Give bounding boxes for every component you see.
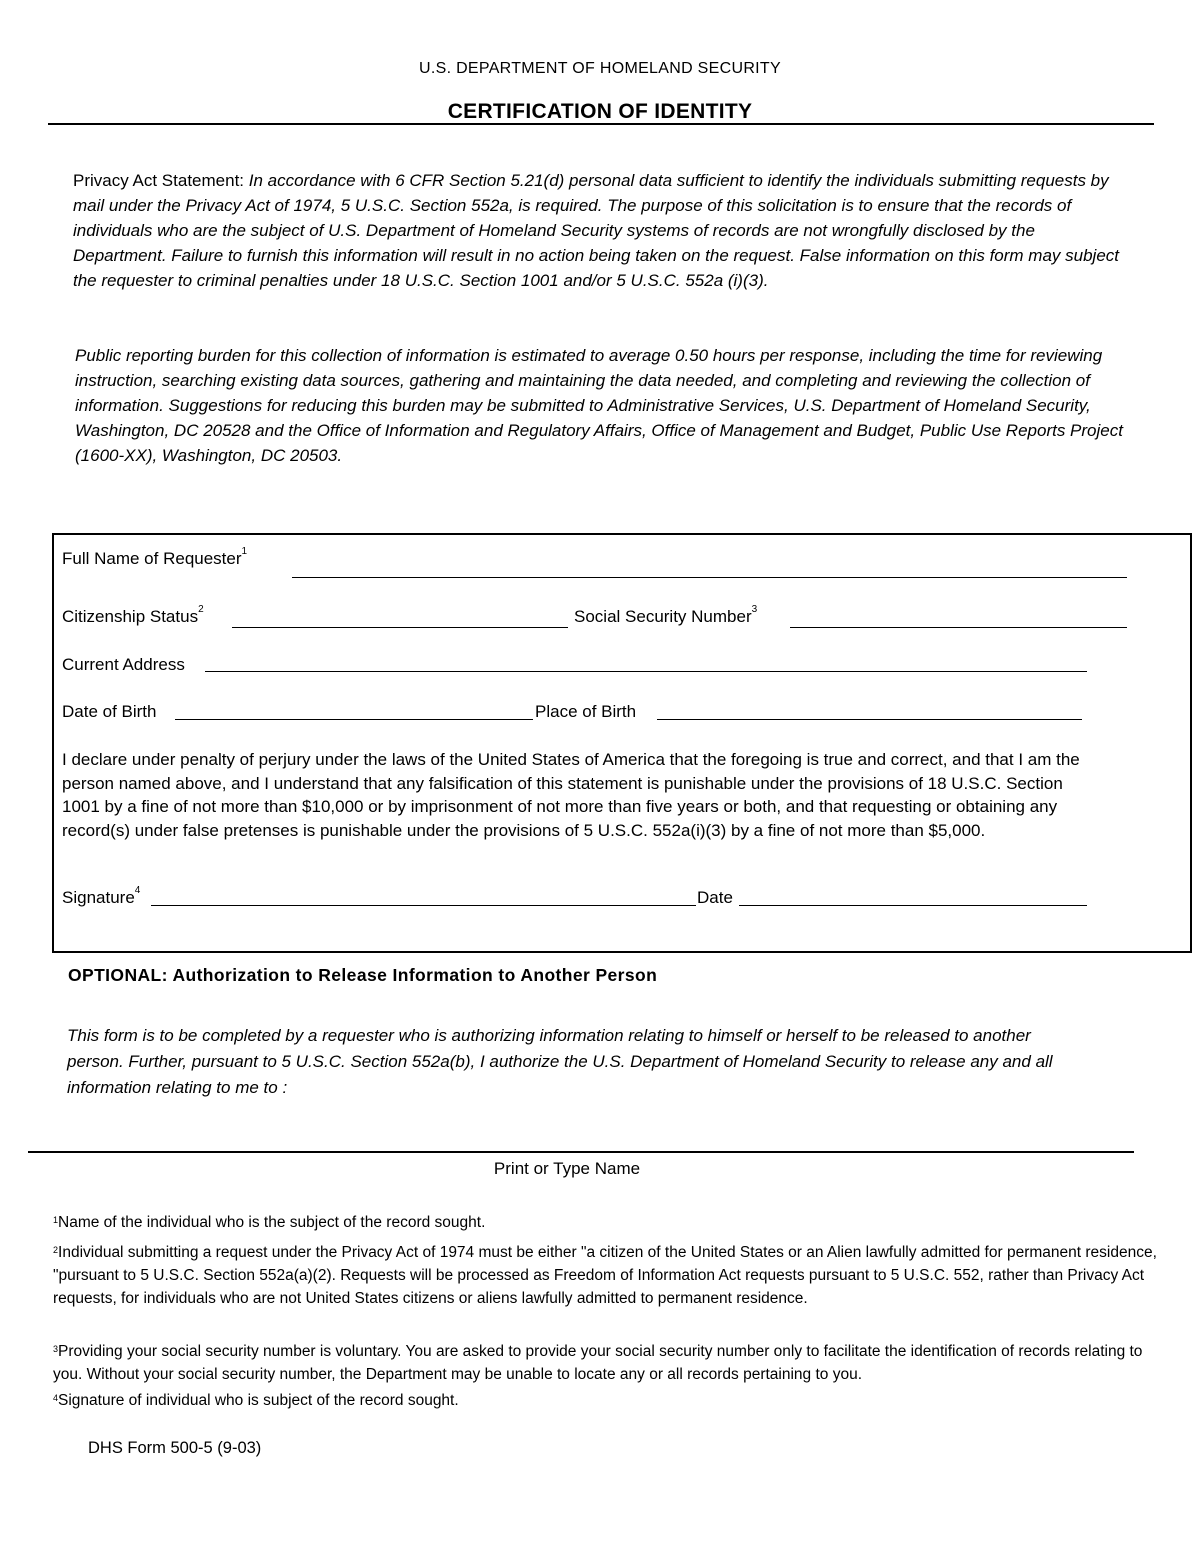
pob-label: Place of Birth bbox=[535, 702, 637, 721]
signature-field[interactable] bbox=[151, 905, 696, 906]
address-label: Current Address bbox=[62, 655, 185, 674]
privacy-act-lead: Privacy Act Statement: bbox=[73, 171, 245, 190]
citizenship-label: Citizenship Status$^2$ bbox=[62, 604, 204, 626]
footnote-3: $^3$Providing your social security number is voluntary. You are asked to provide your social security number only to facilitate the identification of records relating to you. Without your social security number, the Department may be unable to locate any or all records pertaining to you. bbox=[53, 1343, 1143, 1383]
dob-field[interactable] bbox=[175, 719, 533, 720]
privacy-act-statement bbox=[73, 168, 1123, 293]
print-name-label: Print or Type Name bbox=[493, 1159, 641, 1178]
date-label: Date bbox=[697, 888, 733, 907]
signature-label: Signature$^4$ bbox=[62, 885, 141, 907]
optional-heading: OPTIONAL: Authorization to Release Information to Another Person bbox=[68, 965, 658, 985]
dob-label: Date of Birth bbox=[62, 702, 157, 721]
citizenship-field[interactable] bbox=[232, 627, 568, 628]
footnote-4: $^4$Signature of individual who is subject of the record sought. bbox=[53, 1392, 459, 1409]
optional-authorization-text: This form is to be completed by a requester who is authorizing information relating to himself or herself to be released to another person. Further, pursuant to 5 U.S.C. Section 552a(b), I authorize the U.S. Department of Homeland Security to release any and all information relating to me to : bbox=[67, 1026, 1053, 1097]
full-name-label: Full Name of Requester$^1$ bbox=[62, 546, 248, 568]
footnote-2: $^2$Individual submitting a request under the Privacy Act of 1974 must be either "a citizen of the United States or an Alien lawfully admitted for permanent residence, "pursuant to 5 U.S.C. Section 552a(a)(2). Requests will be processed as Freedom of Information Act requests pursuant to 5 U.S.C. 552, rather than Privacy Act requests, for individuals who are not United States citizens or aliens lawfully admitted to permanent residence. bbox=[53, 1244, 1157, 1307]
requester-form bbox=[52, 533, 1192, 953]
burden-statement: Public reporting burden for this collection of information is estimated to average 0.50 hours per response, including the time for reviewing instruction, searching existing data sources, gathering and maintaining the data needed, and completing and reviewing the collection of information. Suggestions for reducing this burden may be submitted to Administrative Services, U.S. Department of Homeland Security, Washington, DC 20528 and the Office of Information and Regulatory Affairs, Office of Management and Budget, Public Use Reports Project (1600-XX), Washington, DC 20503. bbox=[75, 346, 1123, 465]
perjury-declaration: I declare under penalty of perjury under the laws of the United States of America that the foregoing is true and correct, and that I am the person named above, and I understand that any falsification of this statement is punishable under the provisions of 18 U.S.C. Section 1001 by a fine of not more than $10,000 or by imprisonment of not more than five years or both, and that requesting or obtaining any record(s) under false pretenses is punishable under the provisions of 5 U.S.C. 552a(i)(3) by a fine of not more than $5,000. bbox=[62, 750, 1080, 840]
print-name-field[interactable] bbox=[28, 1151, 1134, 1153]
page-title: CERTIFICATION OF IDENTITY bbox=[447, 100, 753, 123]
title-rule bbox=[48, 123, 1154, 125]
footnote-1: $^1$Name of the individual who is the subject of the record sought. bbox=[53, 1214, 486, 1231]
agency-name: U.S. DEPARTMENT OF HOMELAND SECURITY bbox=[419, 60, 781, 77]
ssn-label: Social Security Number$^3$ bbox=[574, 604, 758, 626]
full-name-field[interactable] bbox=[292, 577, 1127, 578]
form-number: DHS Form 500-5 (9-03) bbox=[88, 1439, 262, 1457]
pob-field[interactable] bbox=[657, 719, 1082, 720]
ssn-field[interactable] bbox=[790, 627, 1127, 628]
date-field[interactable] bbox=[739, 905, 1087, 906]
address-field[interactable] bbox=[205, 671, 1087, 672]
privacy-act-body: In accordance with 6 CFR Section 5.21(d) personal data sufficient to identify the individuals submitting requests by mail under the Privacy Act of 1974, 5 U.S.C. Section 552a, is required. The purpose of this solicitation is to ensure that the records of individuals who are the subject of U.S. Department of Homeland Security systems of records are not wrongfully disclosed by the Department. Failure to furnish this information will result in no action being taken on the request. False information on this form may subject the requester to criminal penalties under 18 U.S.C. Section 1001 and/or 5 U.S.C. 552a (i)(3). bbox=[73, 171, 1120, 290]
